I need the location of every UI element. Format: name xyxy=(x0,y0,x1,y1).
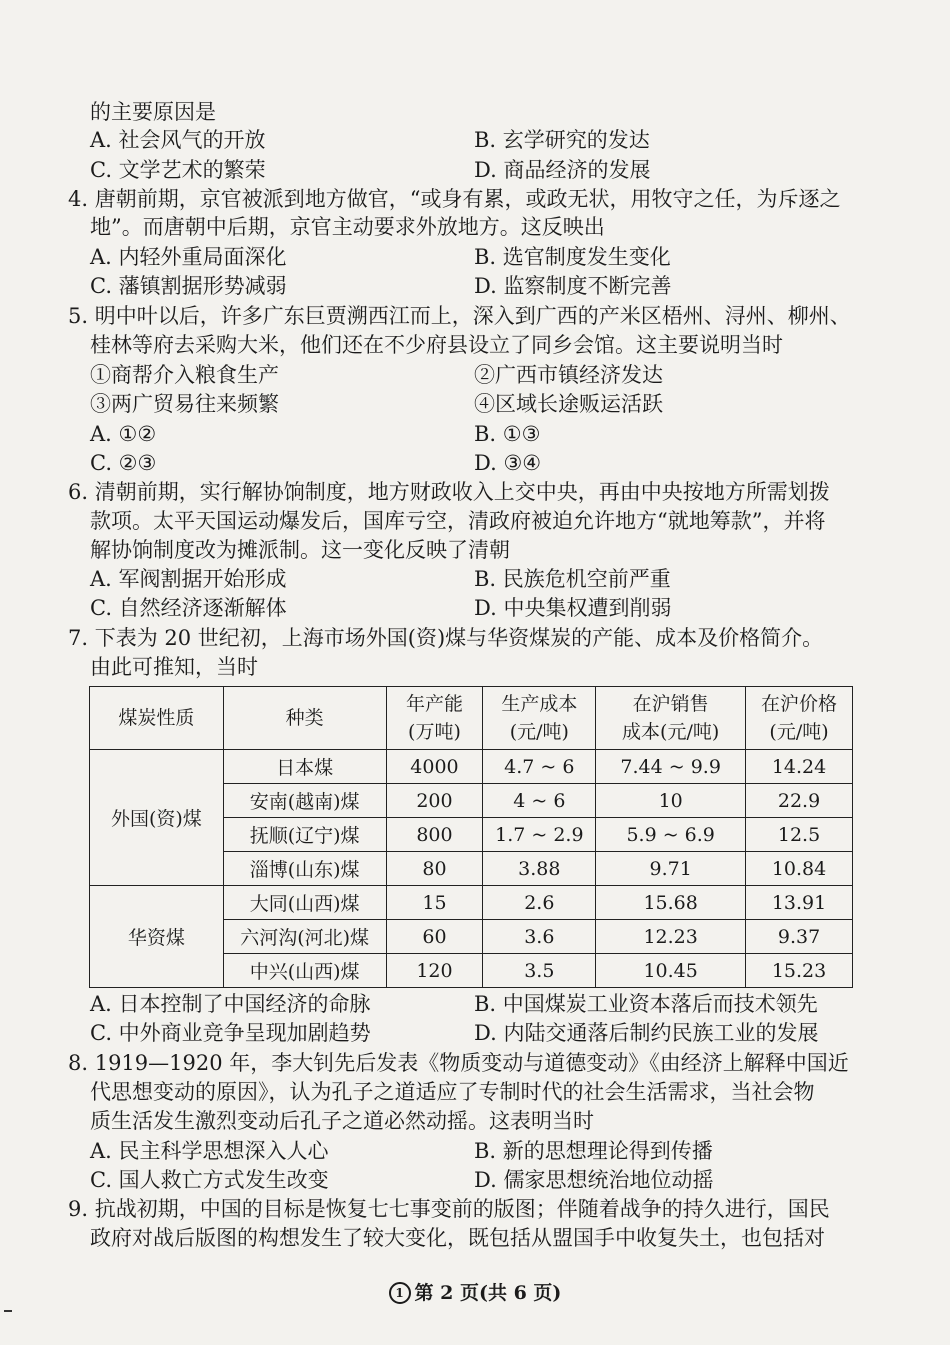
header-price: 在沪价格 (元/吨) xyxy=(746,687,853,750)
q5-option-c: C. ②③ xyxy=(90,451,157,475)
q4-option-c: C. 藩镇割据形势减弱 xyxy=(90,274,287,298)
table-row xyxy=(90,886,853,920)
cell-cost: 3.88 xyxy=(483,852,596,886)
q6-option-a: A. 军阀割据开始形成 xyxy=(90,567,287,591)
q9-stem-line1: 9. 抗战初期，中国的目标是恢复七七事变前的版图；伴随着战争的持久进行，国民 xyxy=(68,1197,830,1221)
cell-sale: 12.23 xyxy=(596,920,746,954)
q5-stem-line1: 5. 明中叶以后，许多广东巨贾溯西江而上，深入到广西的产米区梧州、浔州、柳州、 xyxy=(68,304,851,328)
q5-option-b: B. ①③ xyxy=(474,422,541,446)
q6-stem-line3: 解协饷制度改为摊派制。这一变化反映了清朝 xyxy=(90,538,510,562)
q6-option-c: C. 自然经济逐渐解体 xyxy=(90,596,287,620)
q6-stem-line1: 6. 清朝前期，实行解协饷制度，地方财政收入上交中央，再由中央按地方所需划拨 xyxy=(68,480,830,504)
header-coal-nature: 煤炭性质 xyxy=(90,687,224,750)
cell-price: 12.5 xyxy=(746,818,853,852)
cell-kind: 安南(越南)煤 xyxy=(223,784,386,818)
cell-cost: 4.7 ~ 6 xyxy=(483,750,596,784)
cell-price: 14.24 xyxy=(746,750,853,784)
q7-option-d: D. 内陆交通落后制约民族工业的发展 xyxy=(474,1021,819,1045)
header-production-cost: 生产成本 (元/吨) xyxy=(483,687,596,750)
q5-statement-2: ②广西市镇经济发达 xyxy=(474,363,663,387)
cell-cost: 2.6 xyxy=(483,886,596,920)
table-row xyxy=(90,750,853,784)
q5-statement-4: ④区域长途贩运活跃 xyxy=(474,392,663,416)
cell-kind: 中兴(山西)煤 xyxy=(223,954,386,988)
header-capacity: 年产能 (万吨) xyxy=(386,687,483,750)
q3-option-d: D. 商品经济的发展 xyxy=(474,158,651,182)
q7-option-b: B. 中国煤炭工业资本落后而技术领先 xyxy=(474,992,818,1016)
cell-capacity: 60 xyxy=(386,920,483,954)
q8-stem-line2: 代思想变动的原因》，认为孔子之道适应了专制时代的社会生活需求，当社会物 xyxy=(90,1080,815,1104)
page-footer xyxy=(0,1278,950,1305)
q8-stem-line3: 质生活发生激烈变动后孔子之道必然动摇。这表明当时 xyxy=(90,1109,594,1133)
cell-sale: 9.71 xyxy=(596,852,746,886)
q8-option-a: A. 民主科学思想深入人心 xyxy=(90,1139,329,1163)
cell-price: 13.91 xyxy=(746,886,853,920)
cell-capacity: 80 xyxy=(386,852,483,886)
q8-option-d: D. 儒家思想统治地位动摇 xyxy=(474,1168,714,1192)
cell-kind: 抚顺(辽宁)煤 xyxy=(223,818,386,852)
q6-stem-line2: 款项。太平天国运动爆发后，国库亏空，清政府被迫允许地方“就地筹款”，并将 xyxy=(90,509,826,533)
cell-kind: 六河沟(河北)煤 xyxy=(223,920,386,954)
q6-option-b: B. 民族危机空前严重 xyxy=(474,567,671,591)
group-chinese-coal: 华资煤 xyxy=(90,886,224,988)
group-foreign-coal: 外国(资)煤 xyxy=(90,750,224,886)
cell-price: 10.84 xyxy=(746,852,853,886)
coal-table xyxy=(89,686,853,988)
header-sale-cost: 在沪销售 成本(元/吨) xyxy=(596,687,746,750)
cell-price: 9.37 xyxy=(746,920,853,954)
page-number: 第 2 页(共 6 页) xyxy=(414,1282,562,1304)
q3-option-b: B. 玄学研究的发达 xyxy=(474,128,650,152)
cell-kind: 大同(山西)煤 xyxy=(223,886,386,920)
paper-circle-badge: 1 xyxy=(389,1282,411,1304)
cell-sale: 7.44 ~ 9.9 xyxy=(596,750,746,784)
q7-option-a: A. 日本控制了中国经济的命脉 xyxy=(90,992,371,1016)
q8-option-c: C. 国人救亡方式发生改变 xyxy=(90,1168,329,1192)
q7-stem-line2: 由此可推知，当时 xyxy=(90,655,258,679)
q5-option-a: A. ①② xyxy=(90,422,157,446)
q7-stem-line1: 7. 下表为 20 世纪初，上海市场外国(资)煤与华资煤炭的产能、成本及价格简介。 xyxy=(68,626,824,650)
q8-option-b: B. 新的思想理论得到传播 xyxy=(474,1139,713,1163)
cell-price: 15.23 xyxy=(746,954,853,988)
q4-option-d: D. 监察制度不断完善 xyxy=(474,274,672,298)
cell-capacity: 200 xyxy=(386,784,483,818)
q3-stem-tail: 的主要原因是 xyxy=(90,100,216,124)
q5-option-d: D. ③④ xyxy=(474,451,542,475)
margin-mark xyxy=(4,1310,12,1312)
q4-option-b: B. 选官制度发生变化 xyxy=(474,245,671,269)
q5-statement-3: ③两广贸易往来频繁 xyxy=(90,392,279,416)
cell-kind: 淄博(山东)煤 xyxy=(223,852,386,886)
cell-capacity: 4000 xyxy=(386,750,483,784)
cell-capacity: 15 xyxy=(386,886,483,920)
cell-cost: 3.5 xyxy=(483,954,596,988)
cell-kind: 日本煤 xyxy=(223,750,386,784)
cell-capacity: 120 xyxy=(386,954,483,988)
q3-option-a: A. 社会风气的开放 xyxy=(90,128,266,152)
cell-cost: 1.7 ~ 2.9 xyxy=(483,818,596,852)
cell-cost: 4 ~ 6 xyxy=(483,784,596,818)
q5-statement-1: ①商帮介入粮食生产 xyxy=(90,363,279,387)
q3-option-c: C. 文学艺术的繁荣 xyxy=(90,158,266,182)
cell-cost: 3.6 xyxy=(483,920,596,954)
q7-option-c: C. 中外商业竞争呈现加剧趋势 xyxy=(90,1021,371,1045)
cell-capacity: 800 xyxy=(386,818,483,852)
cell-sale: 10.45 xyxy=(596,954,746,988)
q8-stem-line1: 8. 1919—1920 年，李大钊先后发表《物质变动与道德变动》《由经济上解释中国近 xyxy=(68,1051,849,1075)
table-header-row xyxy=(90,687,853,750)
q6-option-d: D. 中央集权遭到削弱 xyxy=(474,596,672,620)
header-kind: 种类 xyxy=(223,687,386,750)
q5-stem-line2: 桂林等府去采购大米，他们还在不少府县设立了同乡会馆。这主要说明当时 xyxy=(90,333,783,357)
q4-stem-line1: 4. 唐朝前期，京官被派到地方做官，“或身有累，或政无状，用牧守之任，为斥逐之 xyxy=(68,187,841,211)
cell-sale: 5.9 ~ 6.9 xyxy=(596,818,746,852)
q4-option-a: A. 内轻外重局面深化 xyxy=(90,245,287,269)
q4-stem-line2: 地”。而唐朝中后期，京官主动要求外放地方。这反映出 xyxy=(90,215,605,239)
cell-sale: 10 xyxy=(596,784,746,818)
q9-stem-line2: 政府对战后版图的构想发生了较大变化，既包括从盟国手中收复失土，也包括对 xyxy=(90,1226,825,1250)
cell-sale: 15.68 xyxy=(596,886,746,920)
cell-price: 22.9 xyxy=(746,784,853,818)
